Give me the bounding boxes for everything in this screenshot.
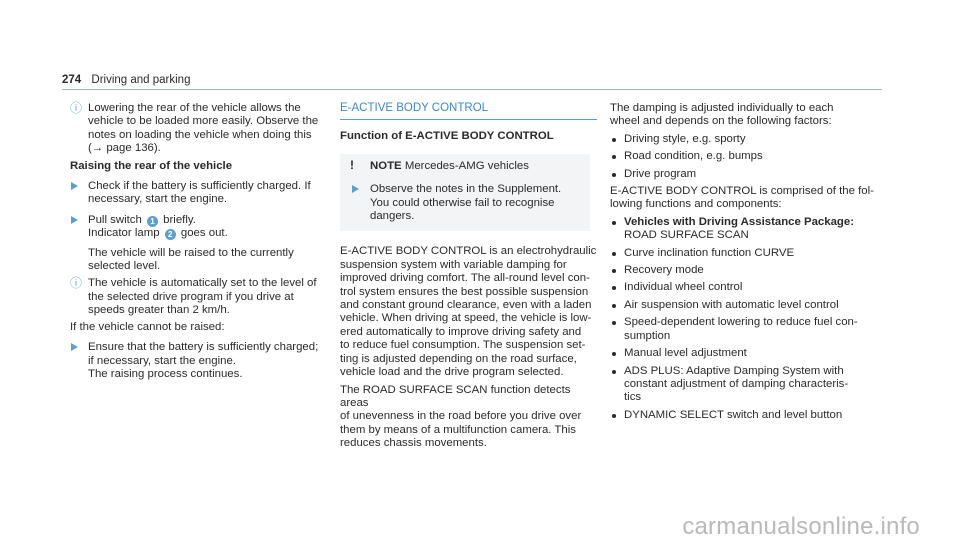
text-line: The raising process continues. (88, 367, 243, 380)
text: briefly. (163, 213, 196, 226)
list-item (610, 365, 875, 405)
paragraph-components (610, 185, 875, 212)
package-sub: ROAD SURFACE SCAN (624, 229, 749, 242)
text-line: vehicle to be loaded more easily. Observe the (88, 115, 319, 128)
section-title: E-ACTIVE BODY CONTROL (340, 102, 597, 120)
list-item: Drive program (610, 168, 875, 181)
note-label: NOTE (370, 159, 402, 172)
list-item: Road condition, e.g. bumps (610, 150, 875, 163)
plain-text: If the vehicle cannot be raised: (70, 320, 225, 333)
text-line: and constant ground clearance, even with a laden (340, 299, 592, 312)
header-divider (62, 89, 882, 90)
watermark: carmanualsonline.info (682, 512, 920, 540)
paragraph-damping (610, 102, 875, 129)
text-line: vehicle. When driving at speed, the vehicle is low- (340, 312, 592, 325)
step-pull-switch (70, 214, 325, 274)
column-3 (610, 102, 875, 422)
text-line: sumption (624, 329, 671, 342)
page-header (62, 74, 190, 87)
step-arrow-icon (71, 216, 78, 224)
callout-2-icon: 2 (165, 229, 176, 240)
text-line: vehicle load and the drive program selected. (340, 366, 564, 379)
list-item: Curve inclination function CURVE (610, 247, 875, 260)
note-box (340, 154, 590, 232)
text: Pull switch (88, 213, 142, 226)
text: goes out. (180, 227, 228, 240)
paragraph-road-scan (340, 384, 597, 451)
text-line (88, 227, 325, 240)
list-item: Individual wheel control (610, 281, 875, 294)
text-line: ADS PLUS: Adaptive Damping System with (624, 364, 844, 377)
text-line: reduces chassis movements. (340, 437, 487, 450)
text-line: constant adjustment of damping characteris- (624, 377, 849, 390)
column-1 (70, 102, 325, 381)
text-line: of unevenness in the road before you drive over (340, 410, 582, 423)
text-line: the selected drive program if you drive at (88, 290, 294, 303)
text-line: E-ACTIVE BODY CONTROL is comprised of the fol- (610, 185, 874, 198)
text-line: ered automatically to improve driving safety and (340, 325, 582, 338)
list-item: Manual level adjustment (610, 347, 875, 360)
step-check-battery (70, 180, 325, 207)
text-line: lowing functions and components: (610, 198, 782, 211)
step-arrow-icon (71, 343, 78, 351)
list-item (610, 316, 875, 343)
result-line: selected level. (88, 260, 161, 273)
step-arrow-icon (71, 182, 78, 190)
text-line: tics (624, 391, 642, 404)
text-line: dangers. (370, 210, 415, 223)
text-line: ting is adjusted depending on the road surface, (340, 352, 577, 365)
text-line: to reduce fuel consumption. The suspension set- (340, 339, 586, 352)
text-line: Check if the battery is sufficiently charged. If (88, 180, 311, 193)
info-note-auto-level (70, 277, 325, 317)
info-icon: ⓘ (70, 101, 83, 115)
list-item: Air suspension with automatic level control (610, 299, 875, 312)
column-2 (340, 102, 597, 451)
text-line: Speed-dependent lowering to reduce fuel con- (624, 316, 858, 329)
callout-1-icon: 1 (147, 216, 158, 227)
text: Indicator lamp (88, 227, 160, 240)
section-name: Driving and parking (91, 74, 191, 86)
list-item: Recovery mode (610, 264, 875, 277)
text-line: The damping is adjusted individually to each (610, 102, 834, 114)
text-line: Observe the notes in the Supplement. (370, 183, 562, 196)
text-line: if necessary, start the engine. (88, 354, 236, 367)
text-line: Ensure that the battery is sufficiently charged; (88, 341, 319, 354)
note-body (348, 183, 582, 223)
text-line: improved driving comfort. The all-round level con- (340, 272, 590, 285)
text-line: Lowering the rear of the vehicle allows the (88, 102, 301, 114)
text-line: Vehicles with Driving Assistance Package: (624, 215, 855, 228)
text-line: The vehicle is automatically set to the level of (88, 277, 317, 290)
paragraph-description (340, 245, 597, 379)
text-line: You could otherwise fail to recognise (370, 196, 555, 209)
page-reference-link[interactable]: (→ page 136). (88, 142, 161, 155)
text-line: suspension system with variable damping for (340, 258, 567, 271)
text-line: trol system ensures the best possible suspension (340, 285, 589, 298)
text-line: them by means of a multifunction camera. This (340, 423, 576, 436)
step-arrow-icon (352, 185, 359, 193)
text-line: notes on loading the vehicle when doing this (88, 128, 312, 141)
note-title: Mercedes-AMG vehicles (404, 159, 529, 172)
note-header (348, 157, 582, 173)
page-number: 274 (62, 74, 82, 86)
list-item: DYNAMIC SELECT switch and level button (610, 409, 875, 422)
step-ensure-battery (70, 341, 325, 381)
list-item-package (610, 216, 875, 229)
text-line: speeds greater than 2 km/h. (88, 304, 230, 317)
text-line: The ROAD SURFACE SCAN function detects areas (340, 383, 571, 409)
info-icon: ⓘ (70, 276, 83, 291)
text-line (88, 214, 325, 227)
text-line: E-ACTIVE BODY CONTROL is an electrohydraulic (340, 245, 597, 258)
result-line: The vehicle will be raised to the currently (88, 246, 294, 259)
subheading: Function of E-ACTIVE BODY CONTROL (340, 130, 554, 143)
text-line: necessary, start the engine. (88, 193, 228, 206)
info-note-lowering (70, 102, 325, 156)
text-line: wheel and depends on the following factors: (610, 115, 832, 128)
list-item: Driving style, e.g. sporty (610, 133, 875, 146)
warning-icon: ! (350, 157, 354, 172)
heading-raising: Raising the rear of the vehicle (70, 159, 233, 172)
